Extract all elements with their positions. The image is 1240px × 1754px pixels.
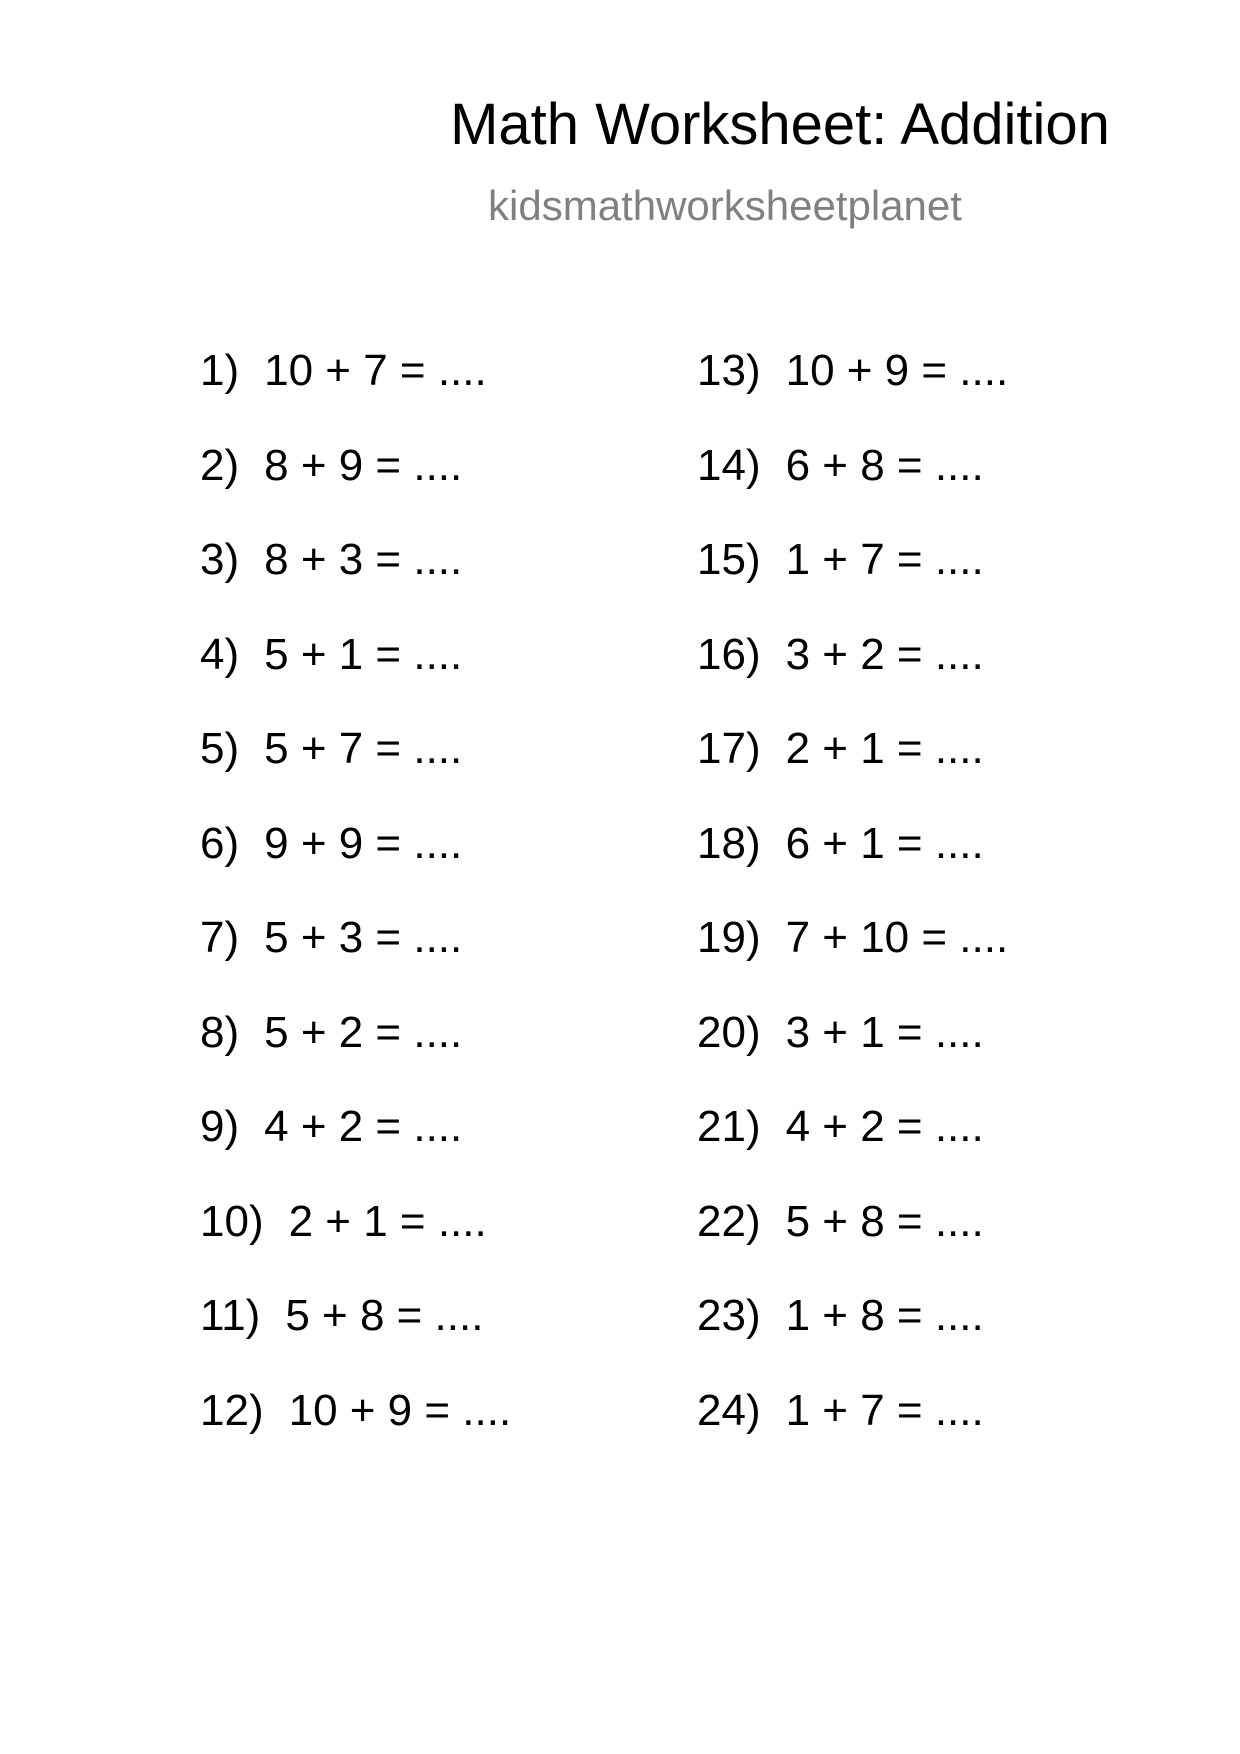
problem-number: 1) — [200, 346, 240, 395]
problem-23 — [697, 1291, 1008, 1389]
problem-expression: 5 + 3 = .... — [264, 913, 463, 962]
problem-19 — [697, 913, 1009, 1011]
problems-column-left — [200, 346, 512, 1483]
worksheet-title: Math Worksheet: Addition — [450, 92, 1110, 157]
problem-expression: 4 + 2 = .... — [785, 1102, 984, 1151]
problem-expression: 6 + 8 = .... — [785, 440, 984, 490]
problem-number: 19) — [697, 913, 761, 962]
problem-expression: 1 + 7 = .... — [785, 535, 984, 584]
problem-expression: 8 + 9 = .... — [264, 440, 463, 490]
problems-column-right — [697, 346, 1009, 1483]
problem-number: 11) — [200, 1291, 261, 1340]
problem-24 — [697, 1385, 1008, 1484]
worksheet-subtitle: kidsmathworksheetplanet — [488, 182, 962, 229]
problem-2 — [200, 440, 511, 539]
problem-expression: 7 + 10 = .... — [785, 913, 1009, 962]
problem-21 — [697, 1102, 1008, 1200]
problem-number: 13) — [697, 346, 761, 395]
problem-17 — [697, 724, 1008, 822]
problem-3 — [200, 535, 511, 633]
problem-expression: 4 + 2 = .... — [264, 1102, 463, 1151]
problem-expression: 5 + 7 = .... — [264, 724, 463, 773]
problem-number: 4) — [200, 629, 240, 679]
problem-number: 2) — [200, 440, 240, 490]
problem-expression: 2 + 1 = .... — [785, 724, 984, 773]
problem-number: 3) — [200, 535, 240, 584]
problem-14 — [697, 440, 1008, 539]
problem-11 — [200, 1291, 511, 1389]
problem-20 — [697, 1007, 1008, 1106]
problem-expression: 2 + 1 = .... — [288, 1196, 487, 1246]
problem-1 — [200, 346, 511, 444]
problem-13 — [697, 346, 1009, 444]
problem-number: 23) — [697, 1291, 761, 1340]
problem-10 — [200, 1196, 511, 1295]
problem-number: 6) — [200, 818, 240, 868]
problem-expression: 5 + 8 = .... — [285, 1291, 484, 1340]
problem-number: 22) — [697, 1196, 761, 1246]
problem-6 — [200, 818, 511, 917]
problem-expression: 5 + 2 = .... — [264, 1007, 463, 1057]
problem-expression: 3 + 1 = .... — [785, 1007, 984, 1057]
problem-number: 20) — [697, 1007, 761, 1057]
problem-number: 10) — [200, 1196, 264, 1246]
problem-number: 24) — [697, 1385, 761, 1435]
problem-number: 12) — [200, 1385, 264, 1435]
problem-number: 7) — [200, 913, 240, 962]
problem-15 — [697, 535, 1008, 633]
problem-number: 16) — [697, 629, 761, 679]
problem-22 — [697, 1196, 1008, 1295]
problem-number: 5) — [200, 724, 240, 773]
problem-number: 18) — [697, 818, 761, 868]
problem-expression: 8 + 3 = .... — [264, 535, 463, 584]
problem-expression: 3 + 2 = .... — [785, 629, 984, 679]
problem-expression: 10 + 9 = .... — [288, 1385, 512, 1435]
problem-expression: 9 + 9 = .... — [264, 818, 463, 868]
problem-4 — [200, 629, 511, 728]
problem-5 — [200, 724, 511, 822]
problem-expression: 10 + 9 = .... — [785, 346, 1009, 395]
problem-number: 17) — [697, 724, 761, 773]
problem-18 — [697, 818, 1008, 917]
problem-expression: 6 + 1 = .... — [785, 818, 984, 868]
problem-number: 8) — [200, 1007, 240, 1057]
problem-expression: 10 + 7 = .... — [264, 346, 487, 395]
problem-expression: 1 + 7 = .... — [785, 1385, 984, 1435]
problem-number: 14) — [697, 440, 761, 490]
problem-number: 21) — [697, 1102, 761, 1151]
problem-7 — [200, 913, 511, 1011]
problem-16 — [697, 629, 1008, 728]
problem-8 — [200, 1007, 511, 1106]
problem-expression: 5 + 1 = .... — [264, 629, 463, 679]
problem-number: 15) — [697, 535, 761, 584]
problem-expression: 5 + 8 = .... — [785, 1196, 984, 1246]
problem-number: 9) — [200, 1102, 240, 1151]
problem-expression: 1 + 8 = .... — [785, 1291, 984, 1340]
problem-12 — [200, 1385, 512, 1484]
problem-9 — [200, 1102, 511, 1200]
